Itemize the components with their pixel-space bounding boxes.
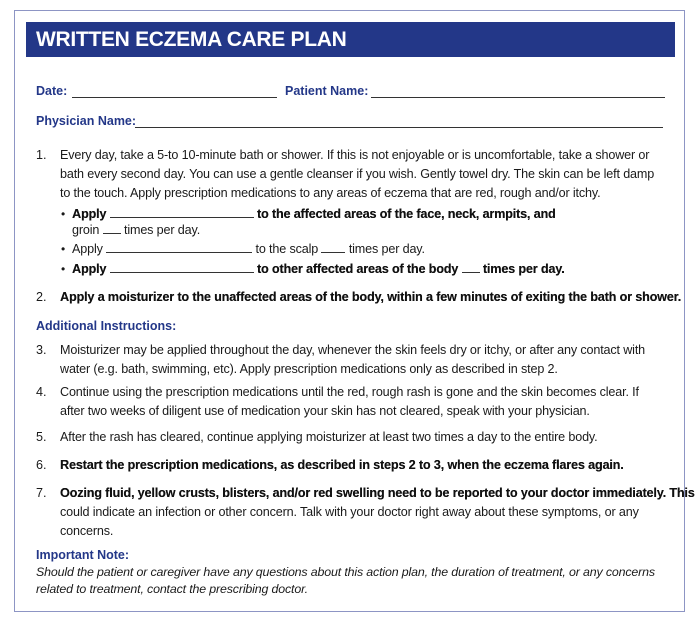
times-per-day-label: times per day. (123, 223, 201, 237)
patient-name-label: Patient Name: (285, 84, 369, 98)
additional-instructions-heading: Additional Instructions: (36, 319, 177, 333)
step-4-line-2: after two weeks of diligent use of medication your skin has not cleared, speak with your physician. (60, 404, 590, 418)
step-3-line-2: water (e.g. bath, swimming, etc). Apply prescription medications only as described in step 2. (60, 362, 558, 376)
bullet-1-text: to the affected areas of the face, neck, armpits, and (256, 207, 556, 221)
face-medication-field[interactable] (110, 216, 254, 218)
step-2-text: Apply a moisturizer to the unaffected areas of the body, within a few minutes of exiting the bath or shower. (60, 290, 682, 304)
step-4-line-1: Continue using the prescription medications until the red, rough rash is gone and the skin becomes clear. If (60, 385, 639, 399)
apply-label: Apply (72, 242, 103, 256)
important-note-line-1: Should the patient or caregiver have any questions about this action plan, the duration of treatment, or any concerns (36, 565, 655, 579)
groin-label: groin (72, 223, 100, 237)
step-1-line-1: Every day, take a 5-to 10-minute bath or shower. If this is not enjoyable or is uncomfortable, take a shower or (60, 148, 650, 162)
bullet-2 (72, 242, 425, 256)
step-7-line-3: concerns. (60, 524, 114, 538)
step-number: 6. (36, 458, 47, 472)
step-number: 7. (36, 486, 47, 500)
important-note-line-2: related to treatment, contact the prescribing doctor. (36, 582, 308, 596)
date-field[interactable] (72, 97, 277, 98)
bullet-icon: • (61, 262, 66, 276)
step-1-line-2: bath every second day. You can use a gentle cleanser if you wish. Gently towel dry. The skin can be left damp (60, 167, 655, 181)
physician-name-label: Physician Name: (36, 114, 137, 128)
step-1-line-3: to the touch. Apply prescription medications to any areas of eczema that are red, rough and/or itchy. (60, 186, 601, 200)
step-6-text: Restart the prescription medications, as described in steps 2 to 3, when the eczema flares again. (60, 458, 624, 472)
step-number: 2. (36, 290, 47, 304)
bullet-icon: • (61, 207, 66, 221)
apply-label: Apply (72, 207, 107, 221)
bullet-3 (72, 262, 565, 276)
bullet-icon: • (61, 242, 66, 256)
step-7-line-2: could indicate an infection or other concern. Talk with your doctor right away about these symptoms, or any (60, 505, 639, 519)
bullet-1-line-2 (72, 223, 200, 237)
step-number: 5. (36, 430, 47, 444)
step-3-line-1: Moisturizer may be applied throughout the day, whenever the skin feels dry or itchy, or after any contact with (60, 343, 646, 357)
scalp-medication-field[interactable] (106, 251, 252, 253)
apply-label: Apply (72, 262, 107, 276)
bullet-2-text: to the scalp (255, 242, 319, 256)
date-label: Date: (36, 84, 68, 98)
step-number: 4. (36, 385, 47, 399)
body-frequency-field[interactable] (462, 271, 480, 273)
step-number: 1. (36, 148, 47, 162)
important-note-heading: Important Note: (36, 548, 130, 562)
step-7-line-1: Oozing fluid, yellow crusts, blisters, and/or red swelling need to be reported to your doctor immediately. This (60, 486, 695, 500)
scalp-frequency-field[interactable] (321, 251, 345, 253)
bullet-2-end: times per day. (348, 242, 425, 256)
bullet-1 (72, 207, 556, 221)
body-medication-field[interactable] (110, 271, 254, 273)
bullet-3-end: times per day. (482, 262, 565, 276)
header-banner (26, 22, 675, 57)
page-title: WRITTEN ECZEMA CARE PLAN (36, 28, 347, 51)
physician-name-field[interactable] (135, 127, 663, 128)
step-number: 3. (36, 343, 47, 357)
face-frequency-field[interactable] (103, 232, 121, 234)
care-plan-frame (14, 10, 685, 612)
bullet-3-text: to other affected areas of the body (256, 262, 459, 276)
patient-name-field[interactable] (371, 97, 665, 98)
step-5-text: After the rash has cleared, continue applying moisturizer at least two times a day to the entire body. (60, 430, 598, 444)
